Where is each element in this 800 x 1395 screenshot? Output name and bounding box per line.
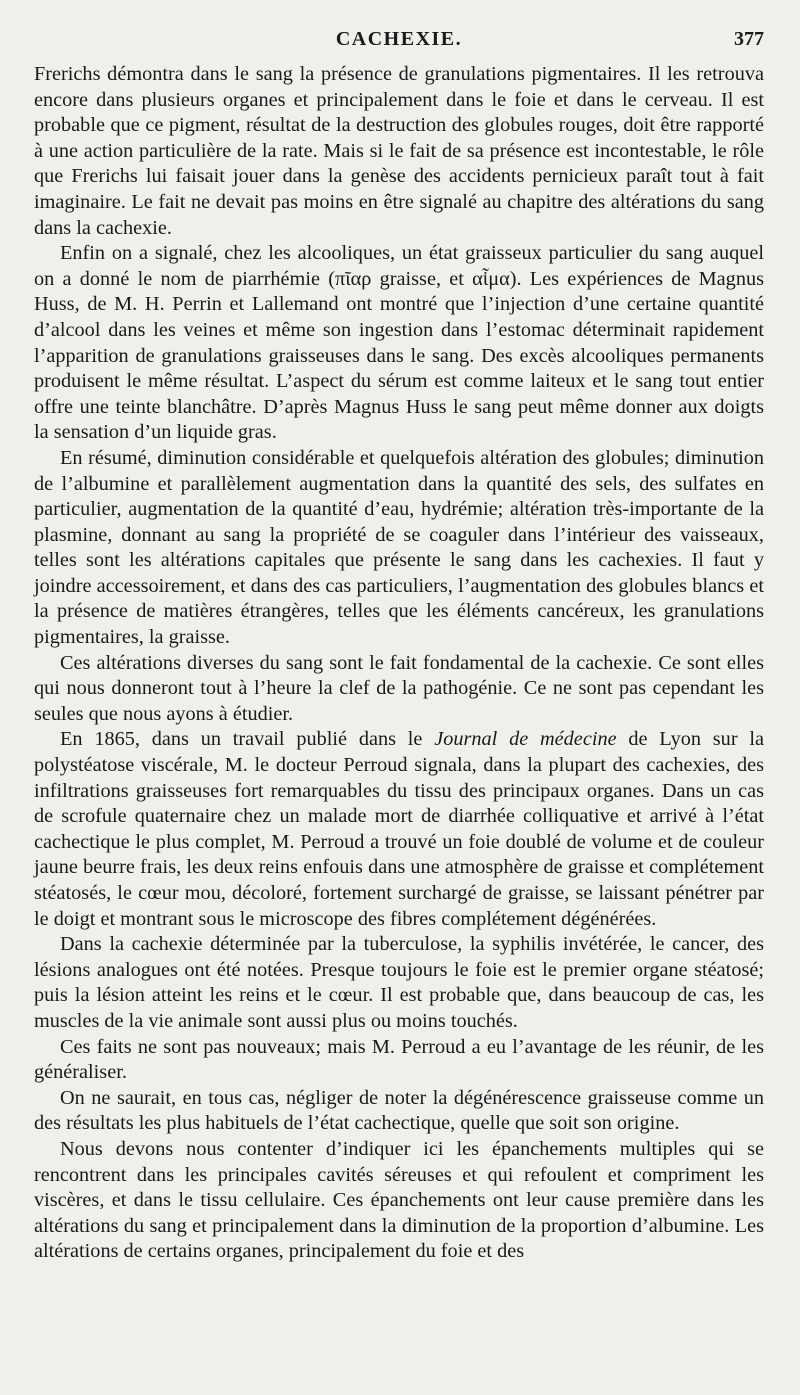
paragraph-text: Ces faits ne sont pas nouveaux; mais M. Perroud a eu l’avantage de les réunir, de les généraliser. — [34, 1035, 764, 1084]
journal-title: Journal de médecine — [434, 728, 617, 751]
paragraph-text: On ne saurait, en tous cas, négliger de noter la dégénérescence graisseuse comme un des résultats les plus habituels de l’état cachectique, quelle que soit son origine. — [34, 1086, 764, 1135]
running-head — [34, 28, 764, 62]
paragraph-1 — [34, 62, 764, 241]
paragraph-5 — [34, 727, 764, 932]
body-text — [34, 62, 764, 1265]
paragraph-text: Nous devons nous contenter d’indiquer ici les épanchements multiples qui se rencontrent dans les principales cavités séreuses et qui refoulent et compriment les viscères, et dans le tissu cellulaire. Ces épanchements ont leur cause première dans les altérations du sang et principalement dans la diminution de la proportion d’albumine. Les altérations de certains organes, principalement du foie et des — [34, 1137, 764, 1263]
paragraph-text: de Lyon sur la polystéatose viscérale, M. le docteur Perroud signala, dans la plupart des cachexies, des infiltrations graisseuses fort remarquables du tissu des principaux organes. Dans un cas de scrofule quaternaire chez un malade mort de diarrhée colliquative et arrivé à l’état cachectique le plus complet, M. Perroud a trouvé un foie doublé de volume et de couleur jaune beurre frais, les deux reins enfouis dans une atmosphère de graisse et complétement stéatosés, le cœur mou, décoloré, fortement surchargé de graisse, se laissant pénétrer par le doigt et montrant sous le microscope des fibres complétement dégénérées. — [34, 728, 764, 930]
paragraph-text: Frerichs démontra dans le sang la présence de granulations pigmentaires. Il les retrouva encore dans plusieurs organes et principalement dans le foie et dans le cerveau. Il est probable que ce pigment, résultat de la destruction des globules rouges, doit être rapporté à une action particulière de la rate. Mais si le fait de sa présence est incontestable, le rôle que Frerichs lui faisait jouer dans la genèse des accidents pernicieux paraît tout à fait imaginaire. Le fait ne devait pas moins en être signalé au chapitre des altérations du sang dans la cachexie. — [34, 63, 764, 239]
paragraph-text: En résumé, diminution considérable et quelquefois altération des globules; diminution de l’albumine et parallèlement augmentation dans la quantité des sels, des sulfates en particulier, augmentation de la quantité d’eau, hydrémie; altération très-importante de la plasmine, donnant au sang la propriété de se coaguler dans l’intérieur des vaisseaux, telles sont les altérations capitales que présente le sang dans les cachexies. Il faut y joindre accessoirement, et dans des cas particuliers, l’augmentation des globules blancs et la présence de matières étrangères, telles que les éléments cancéreux, les granulations pigmentaires, la graisse. — [34, 446, 764, 649]
paragraph-4 — [34, 651, 764, 728]
paragraph-7 — [34, 1035, 764, 1086]
paragraph-6 — [34, 932, 764, 1034]
running-title: CACHEXIE. — [335, 28, 463, 50]
page-number: 377 — [734, 28, 764, 50]
paragraph-text: Enfin on a signalé, chez les alcooliques, un état graisseux particulier du sang auquel on a donné le nom de piarrhémie (πῖαρ graisse, et αἷμα). Les expériences de Magnus Huss, de M. H. Perrin et Lallemand ont montré que l’injection d’une certaine quantité d’alcool dans les veines et même son ingestion dans l’estomac déterminait rapidement l’apparition de granulations graisseuses dans le sang. Des excès alcooliques permanents produisent le même résultat. L’aspect du sérum est comme laiteux et le sang tout entier offre une teinte blanchâtre. D’après Magnus Huss le sang peut même donner aux doigts la sensation d’un liquide gras. — [34, 242, 764, 444]
paragraph-3 — [34, 446, 764, 651]
paragraph-text: En 1865, dans un travail publié dans le — [60, 728, 435, 751]
paragraph-9 — [34, 1137, 764, 1265]
paragraph-2 — [34, 241, 764, 446]
paragraph-8 — [34, 1086, 764, 1137]
paragraph-text: Ces altérations diverses du sang sont le fait fondamental de la cachexie. Ce sont elles qui nous donneront tout à l’heure la clef de la pathogénie. Ce ne sont pas cependant les seules que nous ayons à étudier. — [34, 651, 764, 725]
paragraph-text: Dans la cachexie déterminée par la tuberculose, la syphilis invétérée, le cancer, des lésions analogues ont été notées. Presque toujours le foie est le premier organe stéatosé; puis la lésion atteint les reins et le cœur. Il est probable que, dans beaucoup de cas, les muscles de la vie animale sont aussi plus ou moins touchés. — [34, 933, 764, 1032]
